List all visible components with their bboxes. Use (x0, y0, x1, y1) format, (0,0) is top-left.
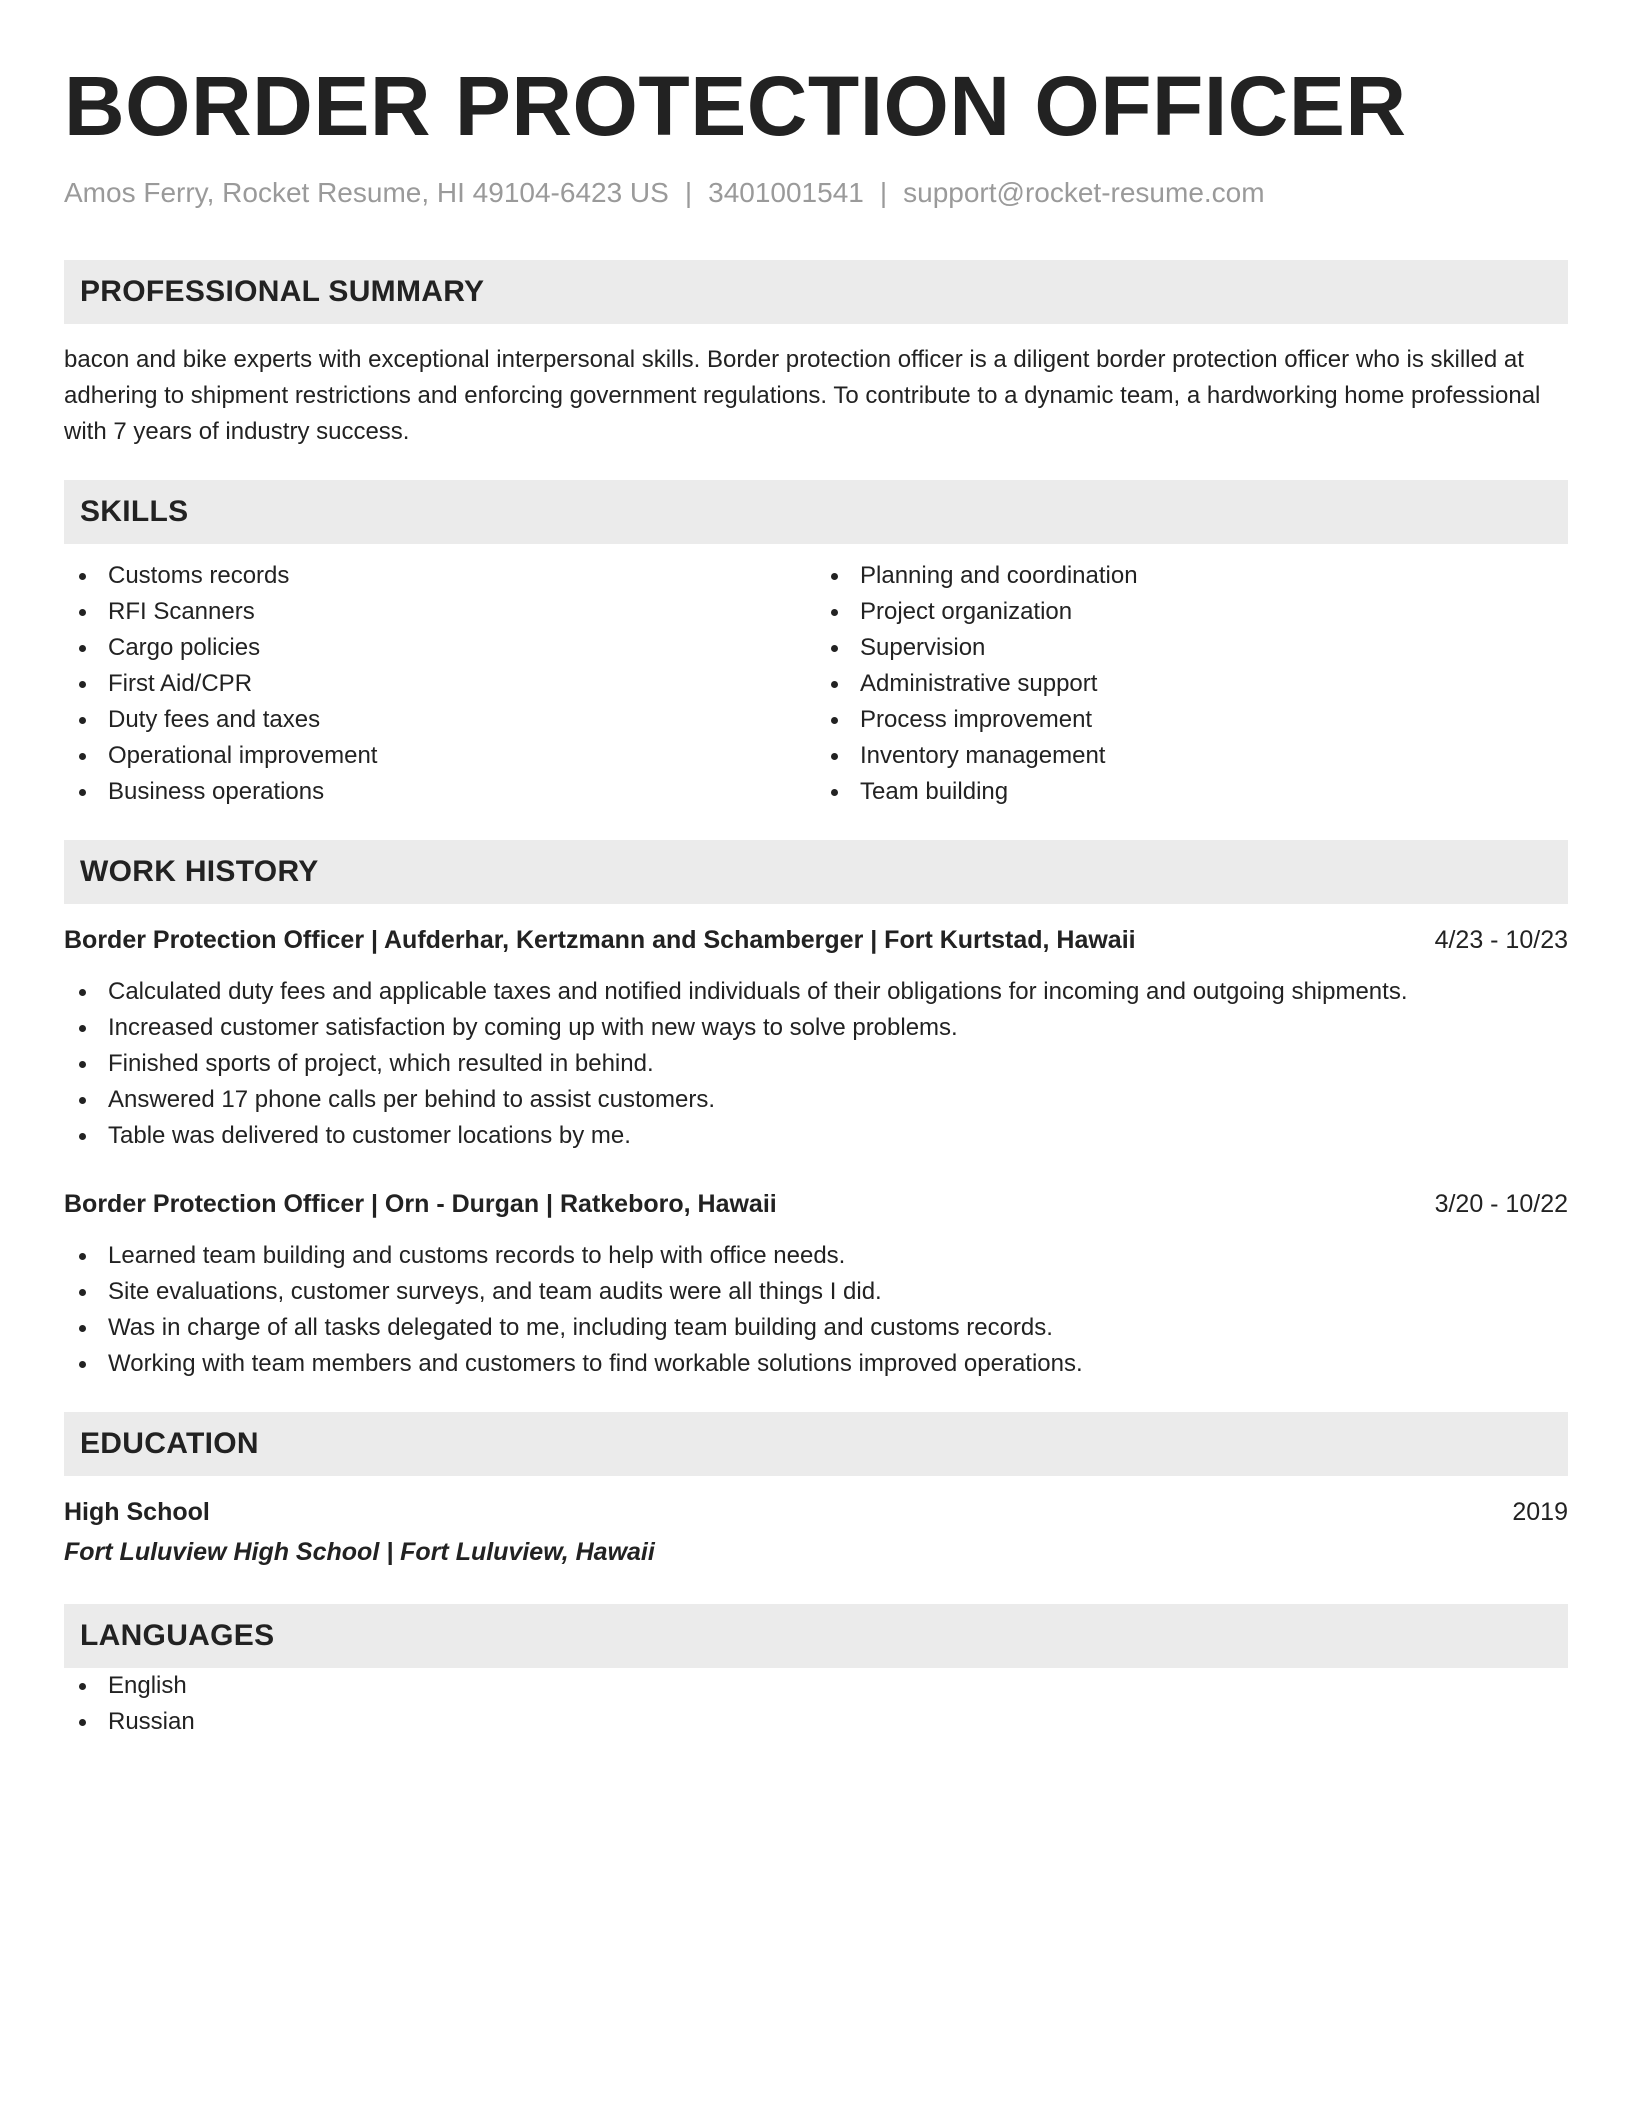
education-year: 2019 (1512, 1498, 1568, 1526)
skill-item: Team building (816, 774, 1568, 810)
skill-item: Operational improvement (64, 738, 816, 774)
skill-item: Business operations (64, 774, 816, 810)
job-dates: 3/20 - 10/22 (1434, 1190, 1568, 1218)
education-school: Fort Luluview High School | Fort Luluview, Hawaii (64, 1538, 655, 1566)
education-entry (64, 1494, 1568, 1570)
languages-list (64, 1668, 1568, 1740)
job-bullet: Was in charge of all tasks delegated to me, including team building and customs records. (64, 1310, 1568, 1346)
job-header (64, 1186, 1568, 1222)
language-item: English (64, 1668, 1568, 1704)
job-title: Border Protection Officer | Aufderhar, Kertzmann and Schamberger | Fort Kurtstad, Hawaii (64, 926, 1136, 954)
skills-column-right (816, 558, 1568, 810)
job-header (64, 922, 1568, 958)
section-header-skills: SKILLS (64, 480, 1568, 544)
section-header-languages: LANGUAGES (64, 1604, 1568, 1668)
contact-phone: 3401001541 (708, 177, 864, 208)
contact-separator: | (684, 177, 693, 208)
skill-item: Project organization (816, 594, 1568, 630)
education-degree: High School (64, 1498, 210, 1526)
job-bullet: Learned team building and customs records to help with office needs. (64, 1238, 1568, 1274)
job-bullet: Increased customer satisfaction by coming up with new ways to solve problems. (64, 1010, 1568, 1046)
education-header (64, 1494, 1568, 1530)
contact-separator: | (879, 177, 888, 208)
skill-item: Cargo policies (64, 630, 816, 666)
skill-item: Planning and coordination (816, 558, 1568, 594)
job-bullet: Answered 17 phone calls per behind to assist customers. (64, 1082, 1568, 1118)
skill-item: RFI Scanners (64, 594, 816, 630)
skill-item: Process improvement (816, 702, 1568, 738)
section-header-education: EDUCATION (64, 1412, 1568, 1476)
job-bullet: Finished sports of project, which resulted in behind. (64, 1046, 1568, 1082)
language-item: Russian (64, 1704, 1568, 1740)
job-bullets (64, 1238, 1568, 1382)
job-bullet: Working with team members and customers to find workable solutions improved operations. (64, 1346, 1568, 1382)
skill-item: Administrative support (816, 666, 1568, 702)
section-header-summary: PROFESSIONAL SUMMARY (64, 260, 1568, 324)
skill-item: First Aid/CPR (64, 666, 816, 702)
job-dates: 4/23 - 10/23 (1434, 926, 1568, 954)
section-header-work-history: WORK HISTORY (64, 840, 1568, 904)
candidate-title: BORDER PROTECTION OFFICER (64, 59, 1407, 153)
skill-item: Supervision (816, 630, 1568, 666)
job-bullet: Table was delivered to customer locations by me. (64, 1118, 1568, 1154)
job-bullets (64, 974, 1568, 1154)
summary-text: bacon and bike experts with exceptional interpersonal skills. Border protection officer is a diligent border protection officer who is skilled at adhering to shipment restrictions and enforcing government regulations. To contribute to a dynamic team, a hardworking home professional with 7 years of industry success. (64, 346, 1541, 445)
job-bullet: Site evaluations, customer surveys, and team audits were all things I did. (64, 1274, 1568, 1310)
job-entry (64, 922, 1568, 1154)
job-entry (64, 1186, 1568, 1382)
job-bullet: Calculated duty fees and applicable taxes and notified individuals of their obligations for incoming and outgoing shipments. (64, 974, 1568, 1010)
contact-line (64, 176, 1568, 210)
skill-item: Inventory management (816, 738, 1568, 774)
skill-item: Customs records (64, 558, 816, 594)
contact-address: Amos Ferry, Rocket Resume, HI 49104-6423 US (64, 177, 669, 208)
skill-item: Duty fees and taxes (64, 702, 816, 738)
skills-column-left (64, 558, 816, 810)
contact-email: support@rocket-resume.com (903, 177, 1265, 208)
job-title: Border Protection Officer | Orn - Durgan | Ratkeboro, Hawaii (64, 1190, 777, 1218)
skills-grid (64, 558, 1568, 810)
